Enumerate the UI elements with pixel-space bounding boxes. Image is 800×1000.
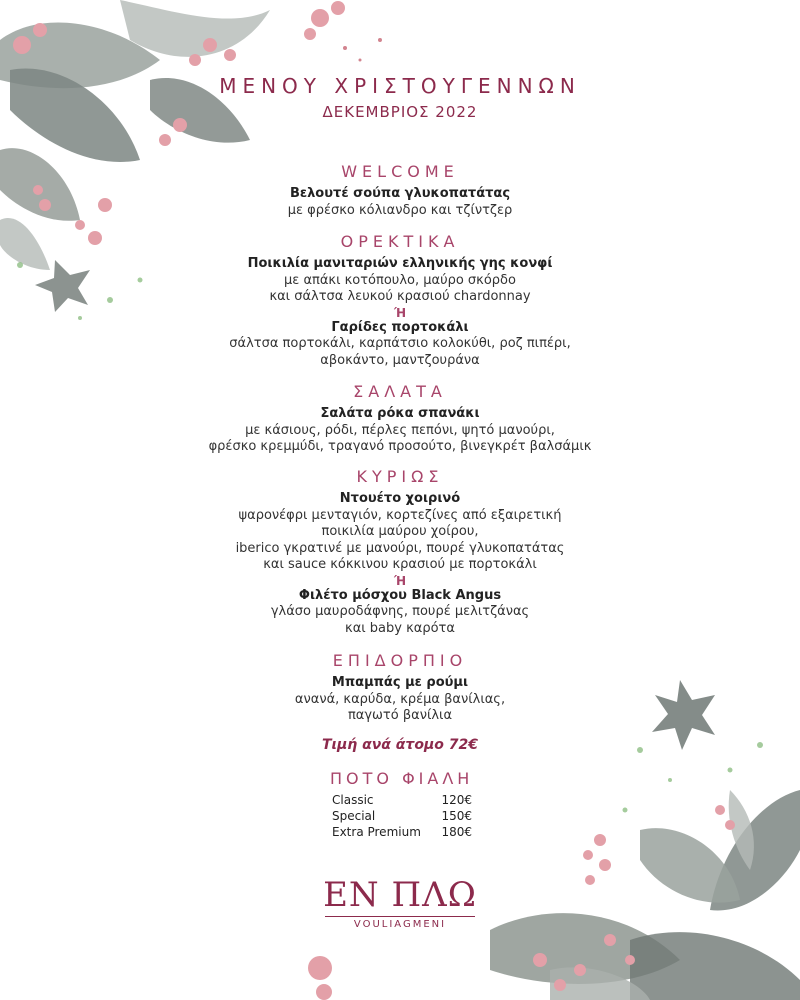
drink-row (332, 824, 472, 840)
drink-row (332, 792, 472, 808)
dessert-heading: ΕΠΙΔΟΡΠΙΟ (332, 651, 468, 670)
logo-brand: ΕΝ ΠΛΩ (323, 875, 477, 915)
main-desc-2-line-2: και baby καρότα (345, 620, 455, 636)
appetizer-dish-2: Γαρίδες πορτοκάλι (331, 319, 469, 335)
main-desc-1-line-4: και sauce κόκκινου κρασιού με πορτοκάλι (263, 557, 537, 572)
main-desc-2-line-1: γλάσο μαυροδάφνης, πουρέ μελιτζάνας (270, 604, 530, 619)
dessert-section (0, 651, 800, 725)
main-or: Ή (393, 573, 407, 588)
appetizer-dish-1: Ποικιλία μανιταριών ελληνικής γης κονφί (247, 256, 553, 271)
appetizer-or: Ή (393, 305, 407, 320)
dessert-desc-line-1: ανανά, καρύδα, κρέμα βανίλιας, (294, 691, 506, 707)
appetizer-desc-2-line-2: αβοκάντο, μαντζουράνα (320, 352, 480, 368)
main-desc-1-line-1: ψαρονέφρι μενταγιόν, κορτεζίνες από εξαιρετική (238, 507, 562, 523)
menu-date: ΔΕΚΕΜΒΡΙΟΣ 2022 (322, 103, 478, 121)
salad-dish: Σαλάτα ρόκα σπανάκι (320, 406, 480, 421)
bottom-left-berries-decoration (300, 950, 350, 1000)
appetizer-desc-1-line-2: και σάλτσα λευκού κρασιού chardonnay (269, 289, 531, 304)
drinks-list (332, 792, 472, 840)
salad-desc-line-2: φρέσκο κρεμμύδι, τραγανό προσούτο, βινεγκρέτ βαλσάμικ (208, 439, 592, 454)
main-desc-1-line-2: ποικιλία μαύρου χοίρου, (321, 524, 479, 539)
welcome-desc: με φρέσκο κόλιανδρο και τζίντζερ (287, 202, 513, 218)
welcome-section (0, 162, 800, 219)
drink-name: Extra Premium (332, 825, 421, 839)
dessert-dish: Μπαμπάς με ρούμι (331, 675, 469, 690)
main-dish-1: Ντουέτο χοιρινό (339, 491, 461, 506)
drink-price: 120€ (441, 793, 472, 807)
logo-divider (325, 916, 475, 917)
drink-price: 150€ (441, 809, 472, 823)
logo-location: VOULIAGMENI (353, 919, 447, 930)
appetizers-heading: ΟΡΕΚΤΙΚΑ (340, 232, 460, 251)
appetizer-desc-2-line-1: σάλτσα πορτοκάλι, καρπάτσιο κολοκύθι, ροζ πιπέρι, (229, 336, 571, 351)
appetizer-desc-1-line-1: με απάκι κοτόπουλο, μαύρο σκόρδο (284, 272, 516, 288)
welcome-dish: Βελουτέ σούπα γλυκοπατάτας (289, 186, 511, 201)
appetizers-section (0, 232, 800, 369)
drink-price: 180€ (441, 825, 472, 839)
dessert-desc-line-2: παγωτό βανίλια (347, 708, 453, 723)
drink-name: Classic (332, 793, 374, 807)
main-desc-1-line-3: iberico γκρατινέ με μανούρι, πουρέ γλυκοπατάτας (235, 540, 565, 556)
price-per-person: Τιμή ανά άτομο 72€ (322, 737, 478, 753)
top-right-berries-decoration (290, 0, 410, 80)
drink-row (332, 808, 472, 824)
salad-section (0, 382, 800, 456)
restaurant-logo (310, 876, 490, 930)
main-dish-2: Φιλέτο μόσχου Black Angus (298, 587, 502, 603)
menu-title: ΜΕΝΟΥ ΧΡΙΣΤΟΥΓΕΝΝΩΝ (219, 74, 581, 98)
main-course-section (0, 467, 800, 637)
welcome-heading: WELCOME (341, 162, 459, 181)
salad-heading: ΣΑΛΑΤΑ (353, 382, 447, 401)
salad-desc-line-1: με κάσιους, ρόδι, πέρλες πεπόνι, ψητό μανούρι, (245, 422, 555, 438)
main-heading: ΚΥΡΙΩΣ (356, 467, 444, 486)
drink-name: Special (332, 809, 376, 823)
drinks-heading: ΠΟΤΟ ΦΙΑΛΗ (330, 769, 474, 788)
